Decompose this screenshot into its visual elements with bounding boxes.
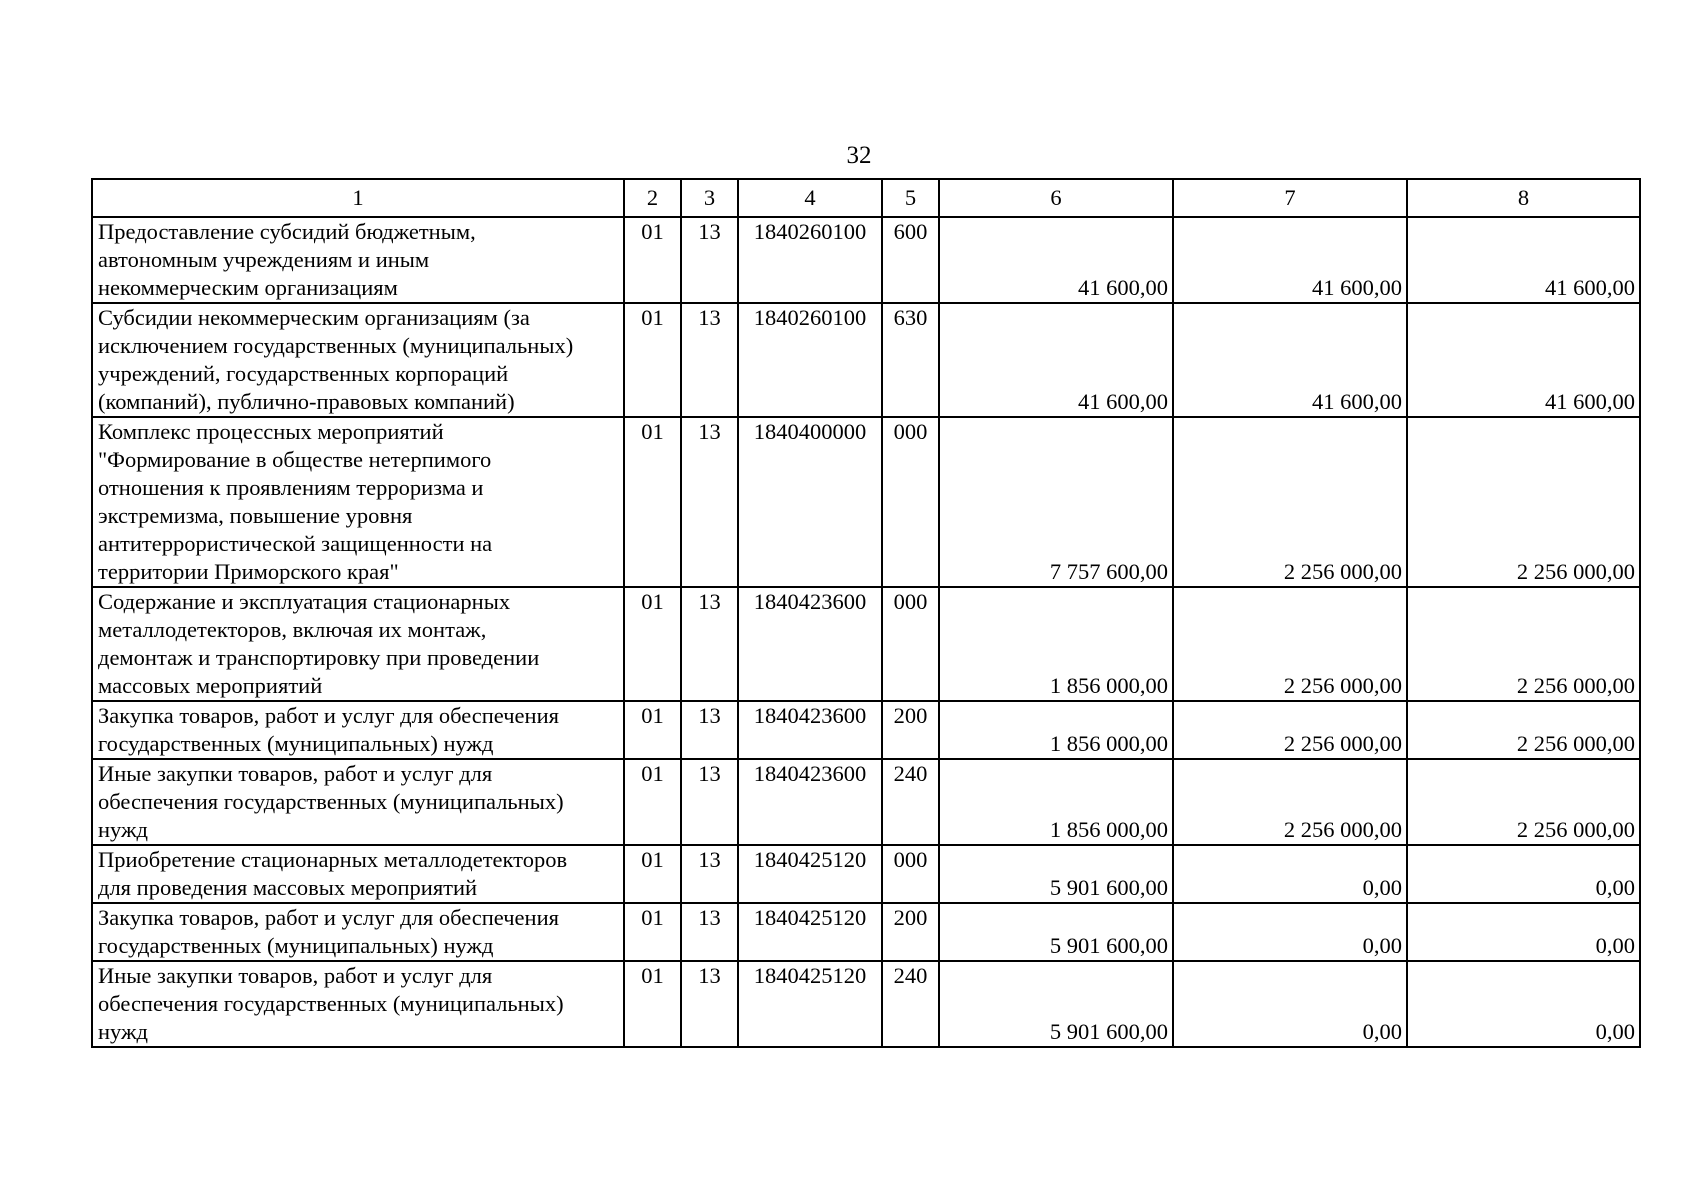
- row-amount-8: 0,00: [1407, 961, 1640, 1047]
- row-subsection: 13: [681, 417, 738, 587]
- row-section: 01: [624, 587, 681, 701]
- row-name: Предоставление субсидий бюджетным, автономным учреждениям и иным некоммерческим организациям: [92, 217, 624, 303]
- row-amount-6: 1 856 000,00: [939, 759, 1173, 845]
- row-subsection: 13: [681, 845, 738, 903]
- row-amount-6: 5 901 600,00: [939, 845, 1173, 903]
- row-amount-8: 0,00: [1407, 903, 1640, 961]
- row-type: 200: [882, 701, 939, 759]
- page-number: 32: [846, 142, 872, 169]
- header-col-2: 2: [624, 179, 681, 217]
- row-section: 01: [624, 417, 681, 587]
- row-section: 01: [624, 303, 681, 417]
- row-subsection: 13: [681, 903, 738, 961]
- row-amount-7: 2 256 000,00: [1173, 417, 1407, 587]
- row-target: 1840425120: [738, 845, 882, 903]
- row-type: 000: [882, 417, 939, 587]
- row-name: Содержание и эксплуатация стационарных металлодетекторов, включая их монтаж, демонтаж и транспортировку при проведении массовых мероприятий: [92, 587, 624, 701]
- row-amount-7: 2 256 000,00: [1173, 759, 1407, 845]
- row-subsection: 13: [681, 217, 738, 303]
- row-amount-7: 0,00: [1173, 845, 1407, 903]
- header-col-8: 8: [1407, 179, 1640, 217]
- row-type: 000: [882, 587, 939, 701]
- header-col-6: 6: [939, 179, 1173, 217]
- row-type: 240: [882, 759, 939, 845]
- table-row: [92, 217, 1640, 303]
- row-target: 1840423600: [738, 587, 882, 701]
- table-row: [92, 961, 1640, 1047]
- table-row: [92, 587, 1640, 701]
- row-amount-6: 5 901 600,00: [939, 903, 1173, 961]
- row-name: Закупка товаров, работ и услуг для обеспечения государственных (муниципальных) нужд: [92, 903, 624, 961]
- row-target: 1840423600: [738, 759, 882, 845]
- budget-table: [91, 178, 1641, 1048]
- row-name: Иные закупки товаров, работ и услуг для обеспечения государственных (муниципальных) нужд: [92, 759, 624, 845]
- row-subsection: 13: [681, 303, 738, 417]
- header-col-1: 1: [92, 179, 624, 217]
- table-row: [92, 759, 1640, 845]
- header-col-5: 5: [882, 179, 939, 217]
- row-amount-6: 41 600,00: [939, 303, 1173, 417]
- row-section: 01: [624, 961, 681, 1047]
- row-subsection: 13: [681, 961, 738, 1047]
- row-section: 01: [624, 759, 681, 845]
- row-amount-8: 2 256 000,00: [1407, 701, 1640, 759]
- row-amount-7: 0,00: [1173, 961, 1407, 1047]
- header-col-3: 3: [681, 179, 738, 217]
- row-amount-7: 41 600,00: [1173, 217, 1407, 303]
- row-target: 1840260100: [738, 217, 882, 303]
- table-row: [92, 701, 1640, 759]
- row-amount-8: 0,00: [1407, 845, 1640, 903]
- row-type: 000: [882, 845, 939, 903]
- row-amount-7: 0,00: [1173, 903, 1407, 961]
- row-section: 01: [624, 845, 681, 903]
- row-target: 1840425120: [738, 903, 882, 961]
- table-row: [92, 903, 1640, 961]
- header-col-7: 7: [1173, 179, 1407, 217]
- row-amount-6: 1 856 000,00: [939, 701, 1173, 759]
- row-amount-7: 2 256 000,00: [1173, 587, 1407, 701]
- row-amount-8: 41 600,00: [1407, 217, 1640, 303]
- table-row: [92, 303, 1640, 417]
- row-name: Комплекс процессных мероприятий "Формирование в обществе нетерпимого отношения к проявлениям терроризма и экстремизма, повышение уровня антитеррористической защищенности на территории Приморского края": [92, 417, 624, 587]
- row-amount-8: 2 256 000,00: [1407, 587, 1640, 701]
- row-amount-8: 2 256 000,00: [1407, 759, 1640, 845]
- row-subsection: 13: [681, 701, 738, 759]
- row-name: Субсидии некоммерческим организациям (за исключением государственных (муниципальных) учреждений, государственных корпораций (компаний), публично-правовых компаний): [92, 303, 624, 417]
- row-type: 200: [882, 903, 939, 961]
- row-amount-7: 41 600,00: [1173, 303, 1407, 417]
- row-amount-6: 5 901 600,00: [939, 961, 1173, 1047]
- row-amount-8: 41 600,00: [1407, 303, 1640, 417]
- table-row: [92, 845, 1640, 903]
- row-name: Закупка товаров, работ и услуг для обеспечения государственных (муниципальных) нужд: [92, 701, 624, 759]
- row-subsection: 13: [681, 587, 738, 701]
- table-row: [92, 417, 1640, 587]
- row-section: 01: [624, 217, 681, 303]
- row-type: 630: [882, 303, 939, 417]
- row-amount-6: 7 757 600,00: [939, 417, 1173, 587]
- row-target: 1840400000: [738, 417, 882, 587]
- row-section: 01: [624, 903, 681, 961]
- row-type: 240: [882, 961, 939, 1047]
- row-name: Иные закупки товаров, работ и услуг для обеспечения государственных (муниципальных) нужд: [92, 961, 624, 1047]
- row-amount-7: 2 256 000,00: [1173, 701, 1407, 759]
- row-amount-6: 41 600,00: [939, 217, 1173, 303]
- row-target: 1840260100: [738, 303, 882, 417]
- row-amount-6: 1 856 000,00: [939, 587, 1173, 701]
- row-target: 1840423600: [738, 701, 882, 759]
- row-type: 600: [882, 217, 939, 303]
- table-header-row: [92, 179, 1640, 217]
- row-name: Приобретение стационарных металлодетекторов для проведения массовых мероприятий: [92, 845, 624, 903]
- row-amount-8: 2 256 000,00: [1407, 417, 1640, 587]
- row-section: 01: [624, 701, 681, 759]
- row-target: 1840425120: [738, 961, 882, 1047]
- row-subsection: 13: [681, 759, 738, 845]
- header-col-4: 4: [738, 179, 882, 217]
